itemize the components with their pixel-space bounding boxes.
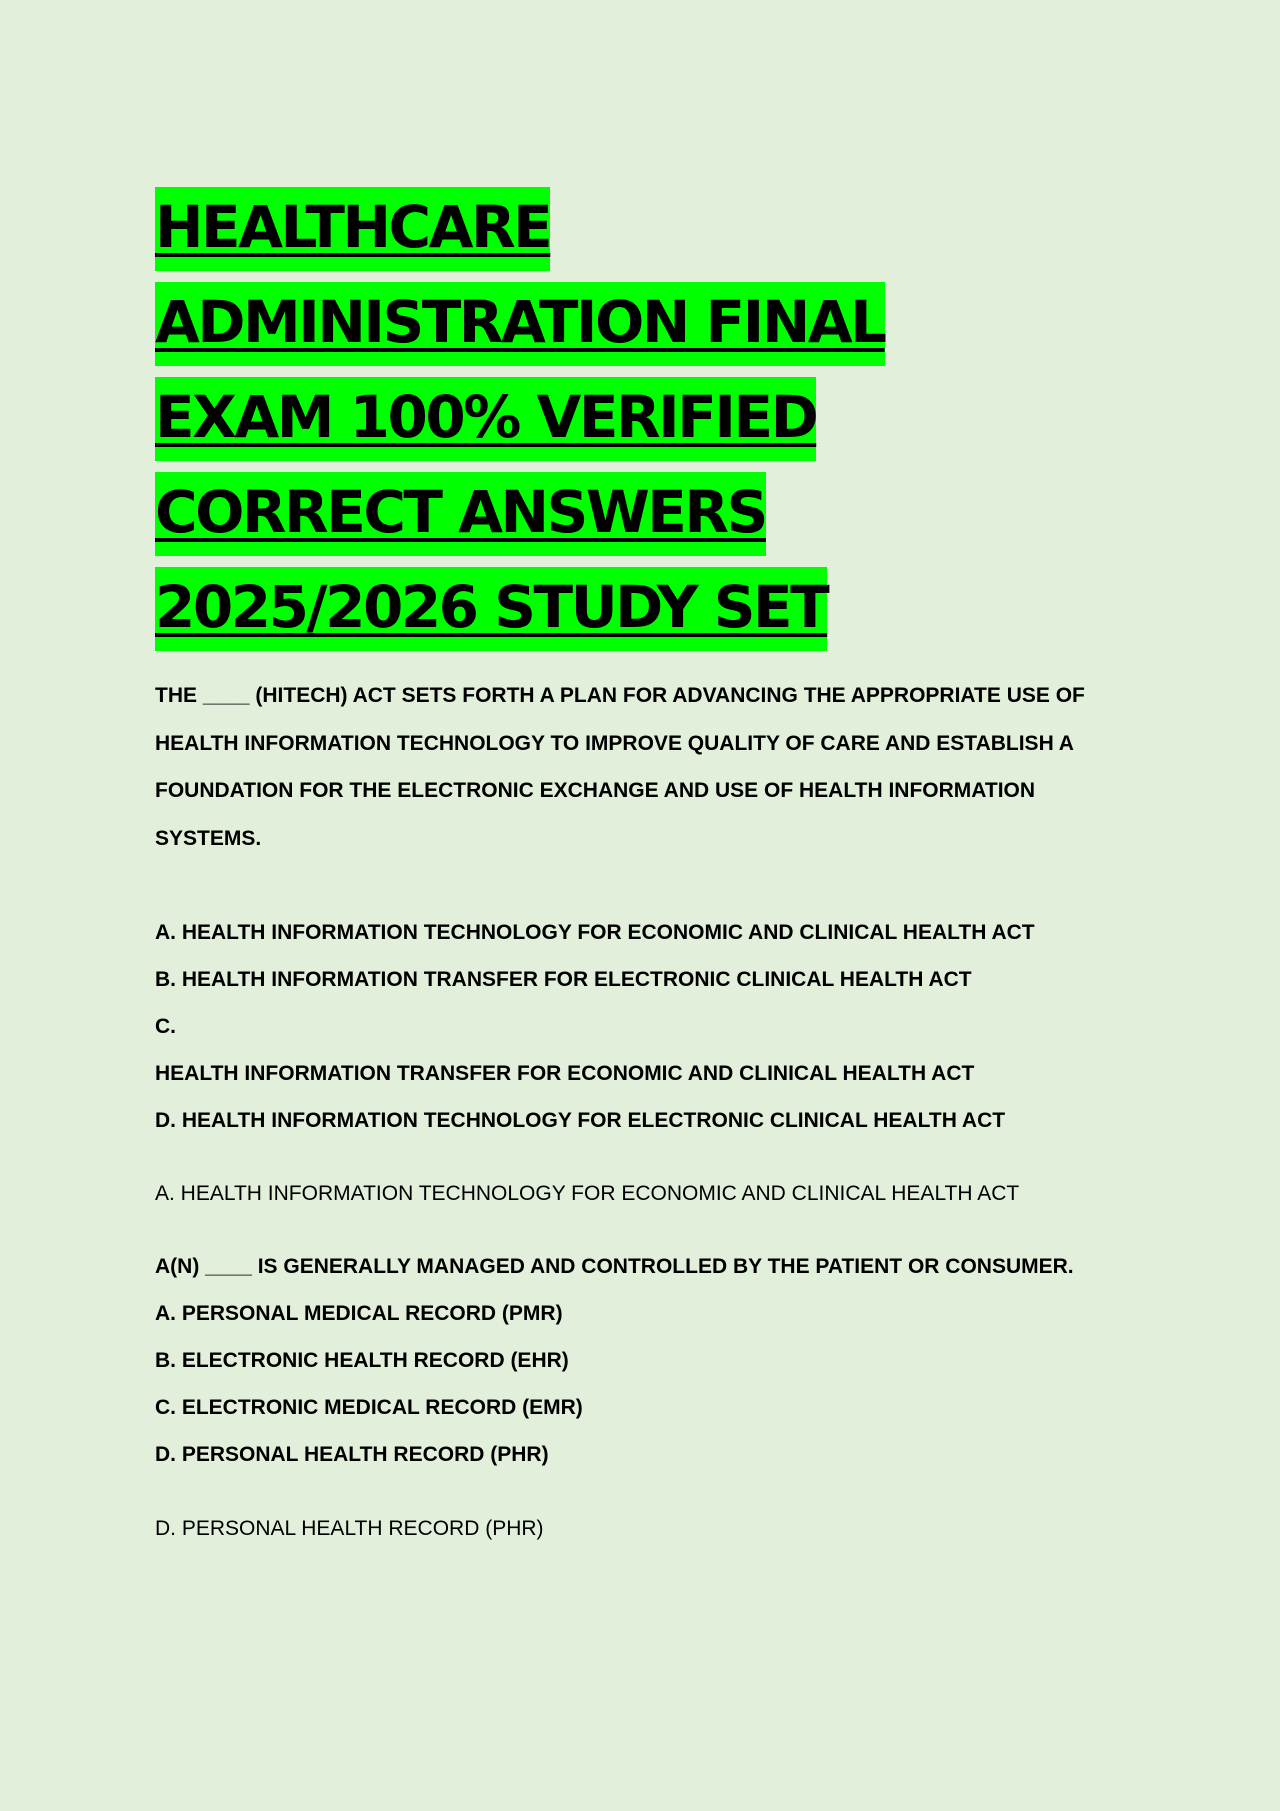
title-line: CORRECT ANSWERS — [155, 465, 885, 560]
question-1-option-d: D. HEALTH INFORMATION TECHNOLOGY FOR ELECTRONIC CLINICAL HEALTH ACT — [155, 1109, 1006, 1132]
question-2-option-b: B. ELECTRONIC HEALTH RECORD (EHR) — [155, 1349, 569, 1372]
title-line: HEALTHCARE — [155, 180, 885, 275]
title-line: 2025/2026 STUDY SET — [155, 560, 885, 655]
question-2-stem: A(N) ____ IS GENERALLY MANAGED AND CONTROLLED BY THE PATIENT OR CONSUMER. — [155, 1255, 1074, 1278]
question-2-option-a: A. PERSONAL MEDICAL RECORD (PMR) — [155, 1302, 563, 1325]
question-1-option-a: A. HEALTH INFORMATION TECHNOLOGY FOR ECONOMIC AND CLINICAL HEALTH ACT — [155, 921, 1035, 944]
question-2-option-d: D. PERSONAL HEALTH RECORD (PHR) — [155, 1443, 549, 1466]
question-1-option-c-text: HEALTH INFORMATION TRANSFER FOR ECONOMIC AND CLINICAL HEALTH ACT — [155, 1062, 975, 1085]
question-2-answer: D. PERSONAL HEALTH RECORD (PHR) — [155, 1517, 544, 1540]
title-line: EXAM 100% VERIFIED — [155, 370, 885, 465]
question-1-option-c-label: C. — [155, 1015, 176, 1038]
question-2-option-c: C. ELECTRONIC MEDICAL RECORD (EMR) — [155, 1396, 583, 1419]
question-1-answer: A. HEALTH INFORMATION TECHNOLOGY FOR ECONOMIC AND CLINICAL HEALTH ACT — [155, 1182, 1020, 1205]
question-1-option-b: B. HEALTH INFORMATION TRANSFER FOR ELECTRONIC CLINICAL HEALTH ACT — [155, 968, 972, 991]
title-line: ADMINISTRATION FINAL — [155, 275, 885, 370]
document-title — [155, 180, 885, 655]
question-1-stem: THE ____ (HITECH) ACT SETS FORTH A PLAN FOR ADVANCING THE APPROPRIATE USE OF HEALTH INFORMATION TECHNOLOGY TO IMPROVE QUALITY OF CARE AND ESTABLISH A FOUNDATION FOR THE ELECTRONIC EXCHANGE AND USE OF HEALTH INFORMATION SYSTEMS. — [155, 684, 1085, 850]
